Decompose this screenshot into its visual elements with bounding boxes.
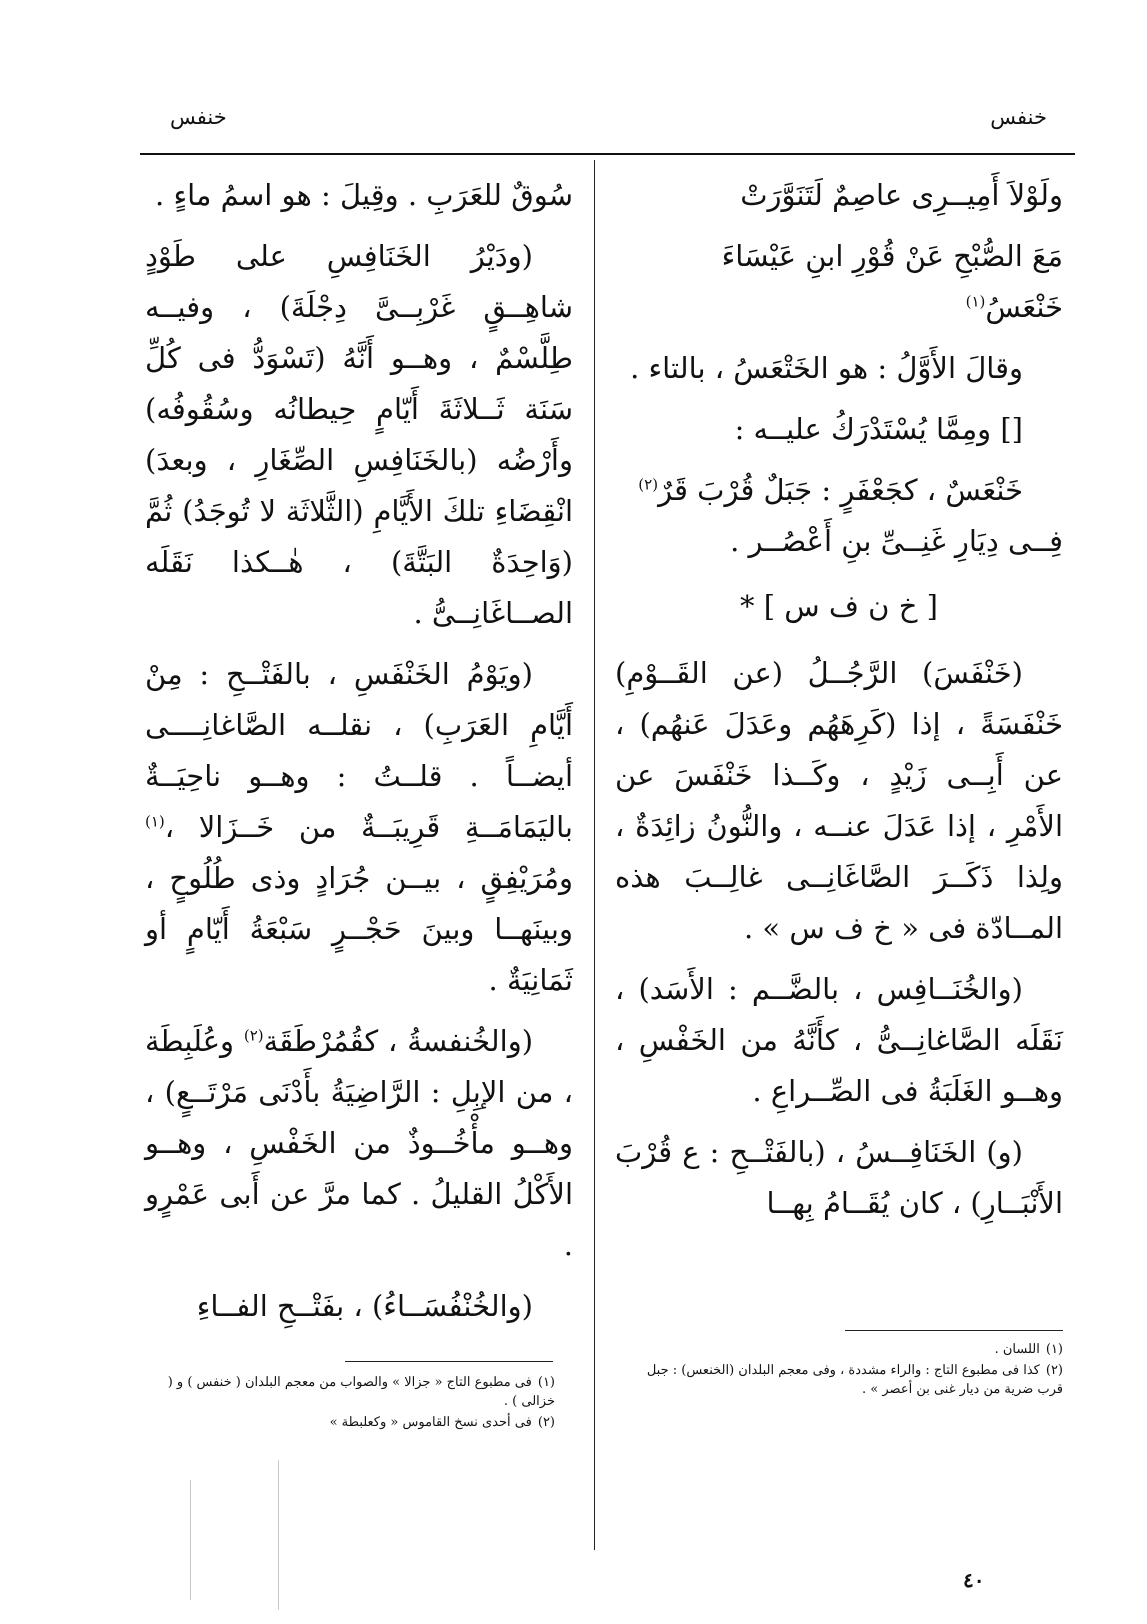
footnote: (١)فى مطبوع التاج « جزالا » والصواب من معجم البلدان ( خنفس ) و ( خزالى ) .	[167, 1375, 555, 1409]
paragraph: سُوقٌ للعَرَبِ . وقِيلَ : هو اسمُ ماءٍ .	[155, 178, 573, 212]
running-head-left: خنفس	[170, 105, 227, 129]
paragraph: (ودَيْرُ الخَنَافِسِ على طَوْدٍ شاهِــقٍ غَرْبِــىَّ دِجْلَةَ) ، وفيــه طِلَّسْمٌ ، وهــو أَنَّهُ (تَسْوَدُّ فى كُلِّ سَنَة ثَــلاثَةَ أَيّامٍ حِيطانُه وسُقُوفُه) وأَرْضُه (بالخَنَافِسِ الصِّغَارِ ، وبعدَ) انْقِضَاءِ تلكَ الأَيَّامِ (الثَّلاثَة لا تُوجَدُ) ثُمَّ (وَاحِدَةٌ البَتَّةَ) ، هٰــكذا نَقَلَه الصــاغَانِــىُّ .	[145, 239, 573, 630]
gutter-mark	[190, 1480, 191, 1600]
paragraph: (خَنْفَسَ) الرَّجُــلُ (عن القَــوْمِ) خَنْفَسَةً ، إذا (كَرِهَهُم وعَدَلَ عَنهُم) ، عن أَبِــى زَيْدٍ ، وكَــذا خَنْفَسَ عن الأَمْرِ ، إذا عَدَلَ عنــه ، والنُّونُ زائِدَةٌ ، ولِذا ذَكَــرَ الصَّاغَانِــى غالِــبَ هذه المــادّة فى « خ ف س » .	[615, 656, 1063, 945]
paragraph: (ويَوْمُ الخَنْفَسِ ، بالفَتْــحِ : مِنْ أَيَّامِ العَرَبِ) ، نقلــه الصَّاغانِــــى أيضــاً . قلــتُ : وهــو ناحِيَــةٌ باليَمَامَــةِ قَرِيبَــةٌ من خَــزَالا ،$^{(١)}$ ومُرَيْفِقٍ ، بيــن جُرَادٍ وذى طُلُوحٍ ، وبينَهــا وبينَ حَجْــرٍ سَبْعَةُ أَيّامٍ أو ثَمَانِيَةٌ .	[145, 657, 573, 997]
footnote-marker: (٢)	[243, 1026, 264, 1045]
header-rule	[140, 153, 1075, 155]
footnotes-right	[625, 1340, 1063, 1401]
entry-heading: [ خ ن ف س ] *	[740, 589, 938, 623]
page-number: ٤٠	[963, 1568, 985, 1592]
running-head-right: خنفس	[990, 105, 1047, 129]
paragraph: (والخُنفسةُ ، كقُمُرْطَقَة$^{(٢)}$ وعُلَبِطَة ، من الإبِلِ : الرَّاضِيَةُ بأَدْنَى مَرْتَــعٍ) ، وهــو مأْخُــوذٌ من الخَفْسِ ، وهــو الأَكْلُ القليلُ . كما مرَّ عن أَبى عَمْرٍو .	[145, 1024, 573, 1262]
footnote-marker: (١)	[145, 812, 165, 831]
paragraph: فِــى دِيَارِ غَنِــىِّ بنِ أَعْصُــر .	[730, 524, 1063, 558]
footnote-rule-left	[345, 1361, 553, 1362]
gutter-mark	[278, 1460, 279, 1610]
footnote: (٢)فى أحدى نسخ القاموس « وكعلبطة »	[329, 1415, 555, 1430]
column-divider	[594, 160, 595, 1550]
right-column	[615, 170, 1063, 1229]
left-column	[145, 170, 573, 1332]
footnote: (٢)كذا فى مطبوع التاج : والراء مشددة ، وفى معجم البلدان (الخنعس) : جبل قرب ضرية من ديار غنى بن أعصر » .	[646, 1363, 1063, 1397]
footnotes-left	[145, 1373, 555, 1434]
verse-line-1: ولَوْلاَ أَمِيــرِى عاصِمٌ لَتَنَوَّرَتْ	[740, 178, 1063, 212]
paragraph: (و) الخَنَافِــسُ ، (بالفَتْــحِ : ع قُرْبَ الأَنْبَــارِ) ، كان يُقَــامُ بِهــا	[615, 1135, 1063, 1220]
paragraph: [] ومِمَّا يُسْتَدْرَكُ عليــه :	[734, 412, 1023, 446]
paragraph: خَنْعَسٌ ، كجَعْفَرٍ : جَبَلٌ قُرْبَ قَرٌ$^{(٢)}$	[638, 473, 1023, 507]
footnote: (١)اللسان .	[994, 1342, 1063, 1357]
footnote-marker: (١)	[965, 292, 986, 311]
verse-line-2: مَعَ الصُّبْحِ عَنْ قُوْرِ ابنِ عَيْسَاءَ خَنْعَسُ$^{(١)}$	[721, 239, 1063, 324]
paragraph: (والخُنَــافِس ، بالضَّــم : الأَسَد) ، نَقَلَه الصَّاغانِــىُّ ، كأَنَّهُ من الخَفْسِ ، وهــو الغَلَبَةُ فى الصِّــراعِ .	[615, 972, 1063, 1108]
paragraph: وقالَ الأَوَّلُ : هو الخَتْعَسُ ، بالتاء .	[630, 351, 1023, 385]
paragraph: (والخُنْفُسَــاءُ) ، بفَتْــحِ الفــاءِ	[196, 1289, 533, 1323]
footnote-rule-right	[845, 1330, 1063, 1331]
footnote-marker: (٢)	[638, 475, 659, 494]
